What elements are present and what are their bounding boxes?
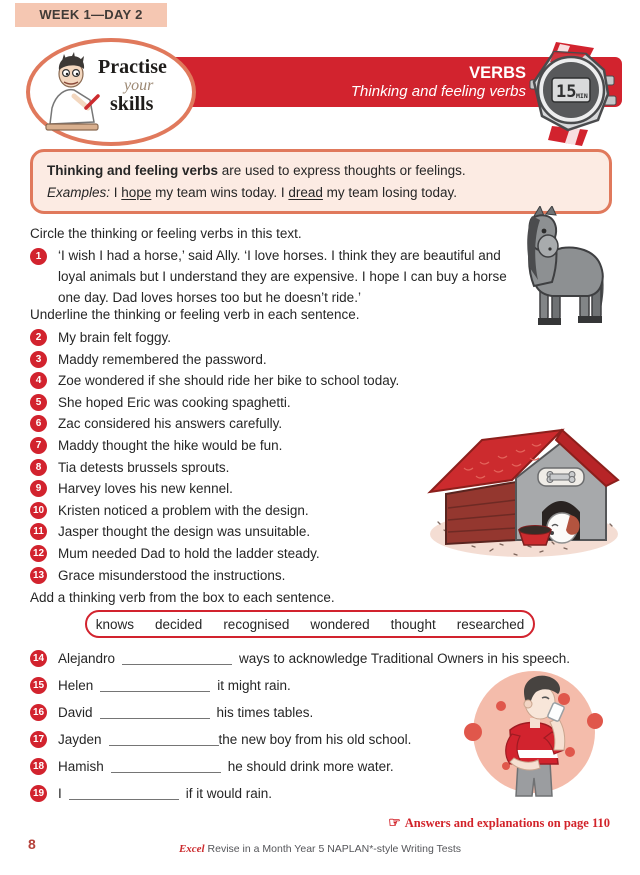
list-item: [30, 459, 399, 476]
item-number-badge: 17: [30, 731, 47, 748]
example-verb-dread: dread: [288, 184, 323, 200]
fill-task-instruction: Add a thinking verb from the box to each sentence.: [30, 590, 335, 605]
sentence-text: My brain felt foggy.: [58, 330, 172, 345]
dog-kennel-illustration: [424, 418, 624, 560]
underline-task-instruction: Underline the thinking or feeling verb in each sentence.: [30, 307, 360, 322]
word-box-word: researched: [456, 616, 525, 632]
sentence-text: She hoped Eric was cooking spaghetti.: [58, 394, 291, 410]
item-number-badge: 10: [30, 502, 47, 519]
list-item: [30, 394, 399, 411]
item-number-badge: 13: [30, 567, 47, 584]
examples-line: Examples: I hope my team wins today. I dread my team losing today.: [47, 184, 457, 200]
list-item: [30, 437, 399, 454]
item-number-badge: 18: [30, 758, 47, 775]
sentence-text: Zoe wondered if she should ride her bike to school today.: [58, 373, 400, 389]
item-number-badge: 9: [30, 480, 47, 497]
topic-subtitle: Thinking and feeling verbs: [350, 82, 526, 100]
item-number-badge: 3: [30, 351, 47, 368]
list-item: 14 Alejandro ways to acknowledge Traditional Owners in his speech.: [30, 649, 570, 667]
question-1-text: ‘I wish I had a horse,’ said Ally. ‘I love horses. I think they are beautiful and loyal animals but I understand they are expensive. I hope I can buy a horse one day. Dad loves horses too but he doesn’t ride.’: [58, 248, 507, 305]
item-number-badge: 16: [30, 704, 47, 721]
item-number-badge: 2: [30, 329, 47, 346]
list-item: [30, 415, 399, 432]
definition-term: Thinking and feeling verbs: [47, 163, 219, 178]
definition-box: [30, 149, 612, 214]
list-item: 18 Hamish he should drink more water.: [30, 757, 570, 775]
logo-word-practise: Practise: [98, 56, 167, 78]
sentence-text: Maddy thought the hike would be fun.: [58, 437, 283, 453]
book-title-footer: Excel Revise in a Month Year 5 NAPLAN*-style Writing Tests: [178, 843, 462, 855]
circle-task-instruction: Circle the thinking or feeling verbs in this text.: [30, 226, 302, 241]
logo-word-skills: skills: [110, 93, 154, 115]
word-box-word: decided: [155, 616, 203, 632]
list-item: [30, 372, 399, 389]
list-item: [30, 329, 399, 346]
item-number-badge: 7: [30, 437, 47, 454]
definition-line: [47, 160, 595, 182]
example-verb-hope: hope: [121, 184, 152, 200]
examples-label: Examples:: [47, 184, 111, 200]
sentence-text: Jasper thought the design was unsuitable.: [58, 524, 311, 540]
list-item: 16 David his times tables.: [30, 703, 570, 721]
sentence-text: Tia detests brussels sprouts.: [58, 459, 230, 475]
verb-word-box: [85, 610, 535, 638]
answers-reference-note: ☞ Answers and explanations on page 110: [388, 816, 610, 831]
topic-title: VERBS: [469, 63, 526, 82]
list-item: 19 I if it would rain.: [30, 784, 570, 802]
answer-blank[interactable]: [100, 706, 210, 719]
boy-drinking-water-illustration: [446, 666, 622, 800]
sentence-text: Harvey loves his new kennel.: [58, 481, 233, 497]
writing-man-illustration: [40, 52, 104, 136]
item-number-badge: 1: [30, 248, 47, 265]
list-item: [30, 567, 399, 584]
week-day-banner: WEEK 1—DAY 2: [15, 3, 167, 27]
list-item: [30, 480, 399, 497]
horse-illustration: [500, 206, 630, 330]
list-item: [30, 545, 399, 562]
list-item: 17 Jayden the new boy from his old school.: [30, 730, 570, 748]
answer-blank[interactable]: [100, 679, 210, 692]
word-box-word: wondered: [310, 616, 370, 632]
sentence-text: Maddy remembered the password.: [58, 351, 267, 367]
answer-blank[interactable]: [109, 733, 219, 746]
sentence-text: Mum needed Dad to hold the ladder steady.: [58, 545, 320, 561]
timer-stopwatch-icon: [526, 40, 618, 148]
answer-blank[interactable]: [111, 760, 221, 773]
book-brand: Excel: [178, 843, 205, 855]
answer-blank[interactable]: [69, 787, 179, 800]
item-number-badge: 15: [30, 677, 47, 694]
word-box-word: knows: [95, 616, 135, 632]
question-1: [30, 246, 516, 309]
page-number: 8: [28, 836, 36, 852]
logo-word-your: your: [124, 77, 154, 94]
practise-your-skills-logo: [26, 38, 196, 146]
item-number-badge: 6: [30, 415, 47, 432]
list-item: [30, 351, 399, 368]
item-number-badge: 11: [30, 523, 47, 540]
answer-blank[interactable]: [122, 652, 232, 665]
item-number-badge: 5: [30, 394, 47, 411]
definition-text: are used to express thoughts or feelings.: [218, 163, 466, 178]
item-number-badge: 12: [30, 545, 47, 562]
pointing-hand-icon: ☞: [388, 816, 401, 831]
list-item: [30, 523, 399, 540]
item-number-badge: 4: [30, 372, 47, 389]
logo-wordmark: [98, 56, 167, 116]
item-number-badge: 19: [30, 785, 47, 802]
list-item: 15 Helen it might rain.: [30, 676, 570, 694]
sentence-text: Kristen noticed a problem with the design.: [58, 502, 309, 518]
timer-unit: MIN: [576, 92, 588, 100]
word-box-word: recognised: [223, 616, 290, 632]
underline-sentence-list: [30, 329, 399, 584]
timer-minutes: 15: [556, 82, 577, 102]
item-number-badge: 14: [30, 650, 47, 667]
list-item: [30, 502, 399, 519]
item-number-badge: 8: [30, 459, 47, 476]
word-box-word: thought: [390, 616, 436, 632]
sentence-text: Zac considered his answers carefully.: [58, 416, 283, 432]
sentence-text: Grace misunderstood the instructions.: [58, 567, 286, 583]
